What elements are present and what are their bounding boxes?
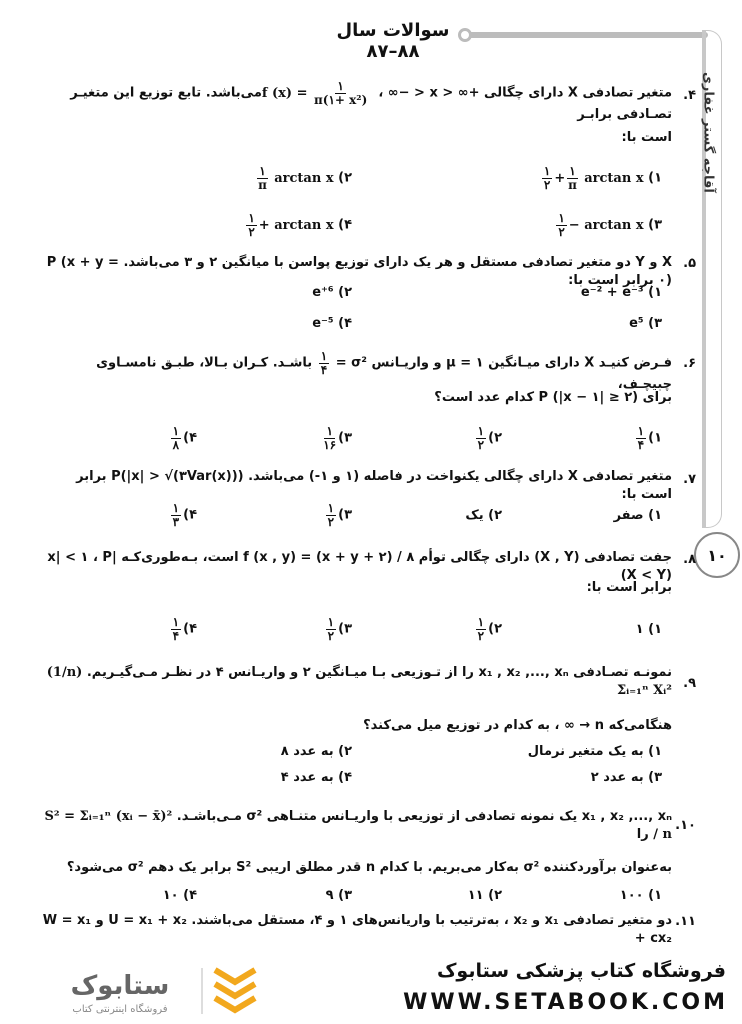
option-label: ۲) — [488, 430, 502, 446]
q6-option-2[interactable] — [474, 425, 502, 451]
q9-option-3[interactable]: ۳) به عدد ۲ — [590, 770, 662, 785]
option-label: ۱) — [648, 170, 662, 186]
q10-option-2[interactable]: ۲) ۱۱ — [467, 888, 502, 903]
frac-den: ۴ — [172, 628, 180, 643]
page-header — [0, 18, 742, 62]
footer-url[interactable] — [348, 990, 728, 1015]
option-label: ۲) — [338, 170, 352, 186]
page-number: ۱۰ — [694, 532, 740, 578]
q4-formula — [261, 79, 374, 107]
frac-den: ۴ — [320, 362, 328, 377]
frac-den: ۲ — [477, 437, 485, 452]
q8-option-2[interactable] — [474, 616, 502, 642]
q4-continuation: است با: — [621, 130, 672, 145]
frac-num: ۱ — [543, 164, 551, 178]
frac-den: ۸ — [172, 437, 180, 452]
question-number: ۷. — [683, 472, 696, 487]
q7-option-4[interactable] — [169, 502, 197, 528]
option-label: ۳) — [338, 430, 352, 446]
frac-den: π — [568, 177, 577, 192]
q10-option-1[interactable]: ۱) ۱۰۰ — [619, 888, 662, 903]
frac-den: ۲ — [558, 224, 565, 239]
q4-option-2[interactable] — [255, 165, 352, 191]
q9-line1-a: نمونـه تصـادفی x₁ , x₂ ,..., xₙ را از تـوزیعی بـا میـانگین ۲ و واریـانس ۴ در نظـر مـی‌گیـریم. — [86, 665, 672, 680]
question-10-line-1 — [42, 808, 672, 843]
question-9-line-1 — [42, 664, 672, 699]
question-7-text: متغیر تصادفی X دارای چگالی یکنواخت در فاصله (۱ و ۱-) می‌باشد. P(|x| > √(۳Var(x))) برابر است با: — [76, 469, 672, 502]
side-tab-label: آقاجه گستر غفاری — [700, 71, 716, 193]
frac-num: ۱ — [477, 424, 485, 438]
frac-num: ۱ — [172, 615, 180, 629]
q6-line1-b: باشـد. کـران بـالا، طبـق نامسـاوی چبیچـف، — [96, 355, 672, 393]
option-label: ۴) — [183, 430, 197, 446]
question-8-line-2: برابر است با: — [586, 580, 672, 595]
question-5-text: X و Y دو متغیر تصادفی مستقل و هر یک دارای توزیع پواسن با میانگین ۲ و ۳ می‌باشد. P (x + y = ۰) برابر است با: — [46, 255, 672, 288]
frac-den: ۲ — [327, 628, 335, 643]
question-number: ۴. — [683, 88, 696, 103]
page-title: سوالات سال ۸۸–۸۷ — [336, 20, 450, 62]
question-number: ۱۰. — [675, 818, 696, 833]
frac-num: ۱ — [327, 501, 335, 515]
frac-den: ۲ — [327, 514, 335, 529]
option-label: ۲) — [488, 621, 502, 637]
q7-option-3[interactable] — [324, 502, 352, 528]
question-6-line-1 — [42, 350, 672, 394]
frac-den: ۳ — [172, 514, 180, 529]
q9-sum-formula: (1/n) Σᵢ₌₁ⁿ Xᵢ² — [46, 665, 672, 698]
option-label: ۴) — [183, 507, 197, 523]
frac-num: ۱ — [637, 424, 645, 438]
frac-num: ۱ — [327, 615, 335, 629]
option-text: arctan x — [274, 170, 334, 186]
question-6-line-2: برای P (|x − ۱| ≥ ۲) کدام عدد است؟ — [434, 390, 672, 405]
q7-option-1[interactable]: ۱) صفر — [613, 508, 662, 523]
frac-den: ۴ — [637, 437, 645, 452]
q10-line1-a: x₁ , x₂ ,..., xₙ یک نمونه تصادفی از توزیعی با واریـانس متنـاهی σ² مـی‌باشـد. — [176, 809, 672, 824]
q6-option-1[interactable] — [634, 425, 662, 451]
frac-num: ۱ — [477, 615, 485, 629]
option-label: ۴) — [338, 217, 352, 233]
q8-option-3[interactable] — [324, 616, 352, 642]
q5-option-3[interactable]: ۳) e⁵ — [629, 316, 662, 331]
q5-option-2[interactable]: ۲) e⁺⁶ — [312, 285, 352, 300]
question-10-line-2: به‌عنوان برآوردکننده σ² به‌کار می‌بریم. با کدام n قدر مطلق اریبی S² برابر یک دهم σ² می‌شود؟ — [66, 860, 672, 875]
q9-option-2[interactable]: ۲) به عدد ۸ — [280, 744, 352, 759]
option-text: arctan x — [274, 217, 334, 233]
q4-option-3[interactable]: ۳) $\frac{۱}{۲}$ − arctan x — [558, 211, 662, 239]
q6-option-3[interactable] — [321, 425, 352, 451]
option-label: ۴) — [183, 621, 197, 637]
q4-post: می‌باشد. تابع توزیع این متغیـر تصـادفی برابـر — [70, 85, 672, 123]
question-9-line-2: هنگامی‌که n → ∞ ، به کدام در توزیع میل می‌کند؟ — [363, 718, 672, 733]
q10-s2-formula: S² = Σᵢ₌₁ⁿ (xᵢ − x̄)² / n — [44, 809, 672, 842]
q5-option-1[interactable]: ۱) e⁻² + e⁻³ — [580, 285, 662, 300]
q10-line1-c: را — [636, 826, 649, 842]
logo-wordmark: ستابوک — [70, 971, 170, 1001]
q10-option-3[interactable]: ۳) ۹ — [325, 888, 352, 903]
option-text: arctan x — [584, 170, 644, 186]
frac-num: ۱ — [569, 164, 576, 178]
question-4-text — [42, 79, 672, 123]
frac-num: ۱ — [248, 211, 255, 225]
frac-num: ۱ — [326, 424, 333, 438]
setabook-logo — [40, 960, 340, 1020]
frac-num: ۱ — [320, 349, 328, 363]
q8-option-1[interactable]: ۱) ۱ — [635, 622, 662, 637]
q8-option-4[interactable] — [169, 616, 197, 642]
option-label: ۳) — [338, 507, 352, 523]
footer-store-name: فروشگاه کتاب پزشکی ستابوک — [436, 960, 726, 982]
option-label: ۳) — [648, 217, 662, 233]
q4-pre: متغیر تصادفی X دارای چگالی +∞ < x < −∞ ، — [378, 85, 672, 101]
q6-option-4[interactable] — [169, 425, 197, 451]
question-number: ۹. — [683, 676, 696, 691]
frac-num: ۱ — [558, 211, 565, 225]
frac-num: ۱ — [172, 501, 180, 515]
q4-formula-num: ۱ — [337, 79, 344, 93]
frac-num: ۱ — [259, 164, 266, 178]
question-number: ۱۱. — [675, 914, 696, 929]
option-label: ۱) — [648, 430, 662, 446]
footer-url-text: WWW.SETABOOK.COM — [403, 990, 728, 1015]
frac-den: ۲ — [477, 628, 485, 643]
logo-subtitle: فروشگاه اینترنتی کتاب — [72, 1004, 168, 1015]
q9-option-1[interactable]: ۱) به یک متغیر نرمال — [527, 744, 662, 759]
q4-option-1[interactable]: ۱) $\frac{۱}{۲}$ + $\frac{۱}{\pi}$ arctan x — [543, 164, 662, 192]
frac-den: ۱۶ — [323, 437, 337, 452]
q10-option-4[interactable]: ۴) ۱۰ — [162, 888, 197, 903]
q7-option-2[interactable]: ۲) یک — [465, 508, 502, 523]
q4-option-4[interactable]: ۴) $\frac{۱}{۲}$ + arctan x — [248, 211, 352, 239]
frac-den: ۲ — [248, 224, 255, 239]
question-8-line-1: جفت تصادفی (X , Y) دارای چگالی توأم f (x , y) = (x + y + ۲) / ۸ است، بـه‌طوری‌کـه |x| < ۱ ، P (X < Y) — [47, 550, 672, 583]
question-number: ۵. — [683, 256, 696, 271]
q9-option-4[interactable]: ۴) به عدد ۴ — [280, 770, 352, 785]
option-text: arctan x — [584, 217, 644, 233]
header-rule — [466, 32, 708, 38]
frac-den: π — [258, 177, 267, 192]
q6-line1-a: فـرض کنیـد X دارای میـانگین μ = ۱ و واریـانس σ² = — [335, 355, 672, 371]
question-number: ۸. — [683, 552, 696, 567]
frac-num: ۱ — [172, 424, 180, 438]
question-number: ۶. — [683, 356, 696, 371]
q4-formula-den: π(۱+ x²) — [314, 92, 368, 107]
frac-den: ۲ — [543, 177, 551, 192]
option-label: ۳) — [338, 621, 352, 637]
logo-chevrons-icon — [215, 970, 255, 1010]
q4-formula-lhs: f (x) = — [261, 85, 308, 101]
question-11-text: دو متغیر تصادفی x₁ و x₂ ، به‌ترتیب با واریانس‌های ۱ و ۴، مستقل می‌باشند. U = x₁ + x₂ و W = x₁ + cx₂ — [42, 913, 672, 946]
q5-option-4[interactable]: ۴) e⁻⁵ — [312, 316, 352, 331]
